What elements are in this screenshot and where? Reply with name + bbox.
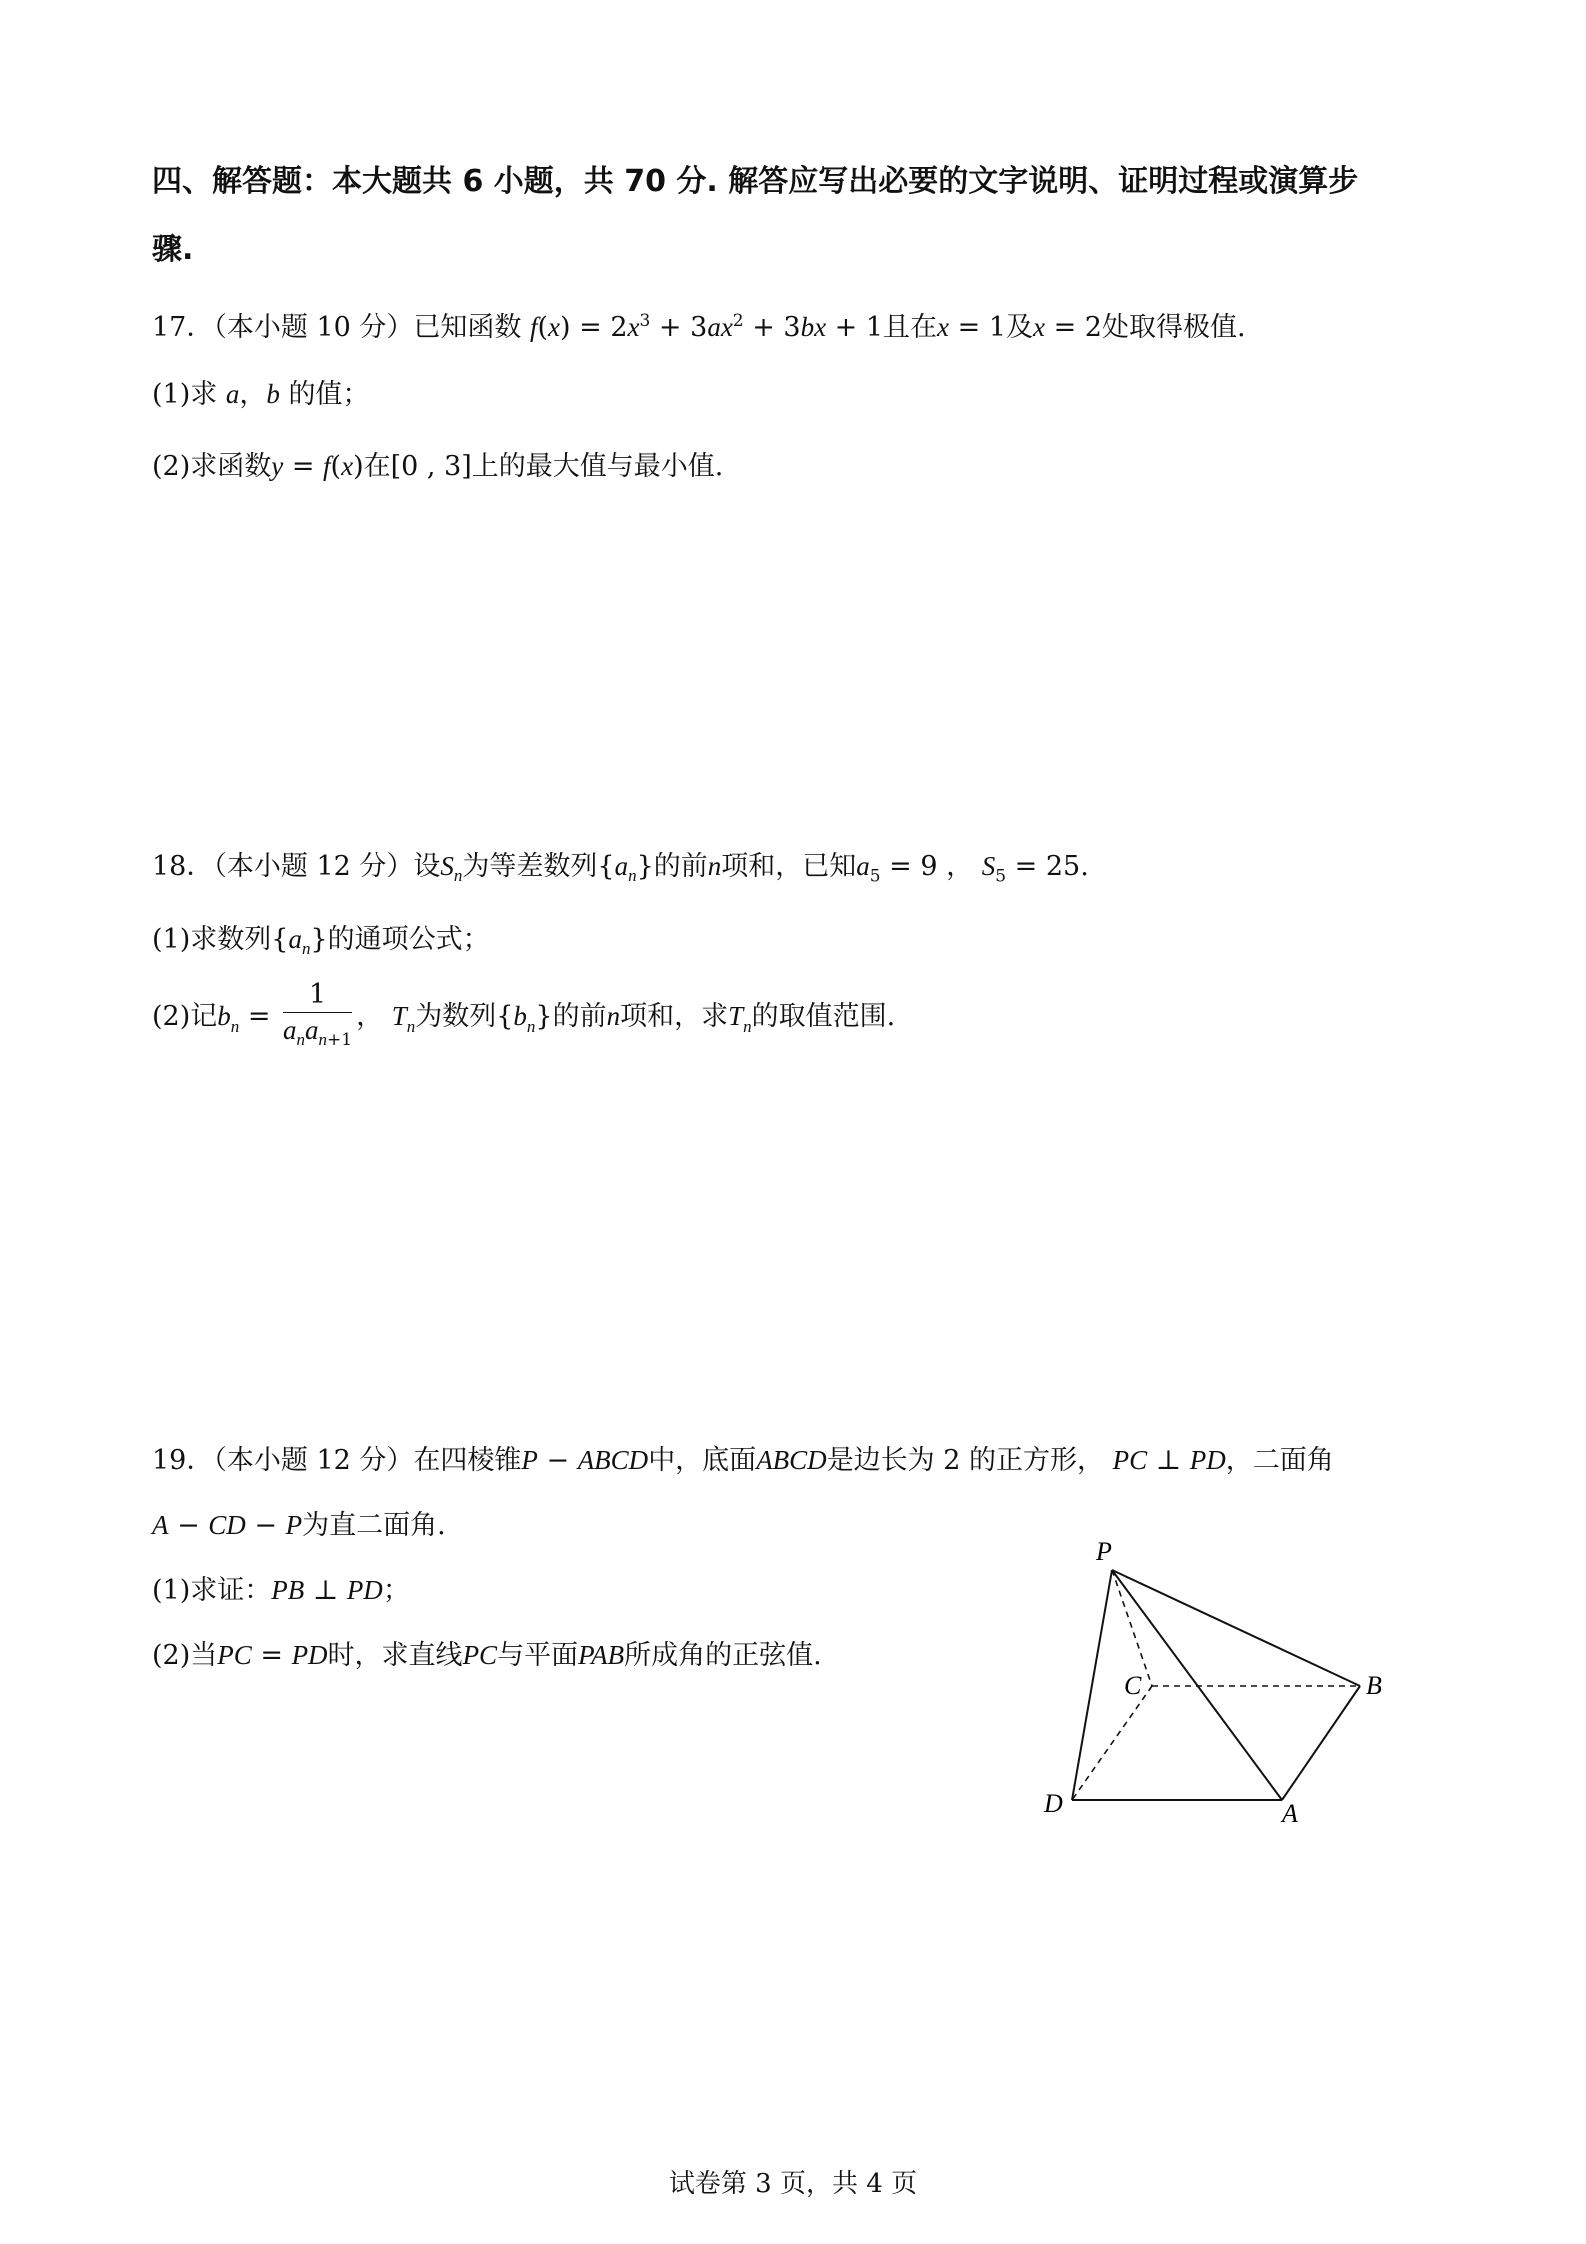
part-text: 求函数 (190, 451, 272, 482)
q19-points: （本小题 12 分） (213, 1445, 414, 1476)
edge-AB (1282, 1686, 1360, 1800)
edge-CD-hidden (1072, 1686, 1152, 1800)
vertex-label-B: B (1366, 1671, 1382, 1700)
vertex-label-A: A (1282, 1799, 1298, 1828)
edge-PD (1072, 1570, 1112, 1800)
page-footer: 试卷第 3 页，共 4 页 (668, 2169, 918, 2199)
part-text: 的取值范围. (751, 1001, 896, 1033)
q18-stem: 18．（本小题 12 分）设$S_n$为等差数列$\{a_n\}$的前n项和，已知$a_5 = 9$ ， $S_5 = 25$. (152, 851, 1089, 887)
q19-stem: 19．（本小题 12 分）在四棱锥P − ABCD中，底面ABCD是边长为 2 的正方形， PC ⊥ PD，二面角 (152, 1445, 1334, 1476)
part-text: 当 (190, 1640, 218, 1671)
edge-PB (1112, 1570, 1360, 1686)
part-text: 为数列 (415, 1001, 497, 1033)
q17-points: （本小题 10 分） (213, 312, 414, 343)
q18-stem-text: 项和，已知 (721, 851, 857, 882)
q17-part1: (1)求 a，b 的值； (152, 379, 370, 410)
q18-stem-text: . (1080, 851, 1089, 882)
part-text: 记 (190, 1001, 218, 1033)
part-text: 与平面 (497, 1640, 579, 1671)
q17-function: $f(x) = 2x^3 + 3ax^2 + 3bx + 1$ (529, 311, 884, 343)
part-label: (1) (152, 1575, 191, 1606)
part-text: 的通项公式； (327, 924, 490, 955)
part-text: ， (356, 1001, 384, 1033)
part-label: (2) (152, 451, 191, 482)
q18-stem-text: 为等差数列 (462, 851, 598, 882)
q18-stem-text: 的前 (653, 851, 708, 882)
pyramid-diagram (1030, 1530, 1410, 1830)
q17-number: 17． (152, 312, 214, 343)
part-label: (2) (152, 1640, 191, 1671)
vertex-label-P: P (1096, 1537, 1112, 1566)
part-text: 上的最大值与最小值. (471, 451, 724, 482)
part-text: 所成角的正弦值. (624, 1640, 822, 1671)
pyramid-figure (1030, 1530, 1410, 1830)
q19-dihedral: A − CD − P (152, 1510, 303, 1541)
q18-part1: (1)求数列$\{a_n\}$的通项公式； (152, 924, 490, 959)
q19-part1: (1)求证：PB ⊥ PD； (152, 1575, 410, 1606)
q17-stem (152, 303, 1246, 346)
part-label: (1) (152, 924, 191, 955)
section-title-line2: 骤. (152, 232, 194, 267)
q19-stem-line2 (152, 1507, 446, 1544)
q19-stem-text: ，二面角 (1225, 1445, 1334, 1476)
q17-stem-text: 处取得极值. (1101, 312, 1246, 343)
bn-fraction: $\frac{1}{a_na_{n+1}}$ (283, 979, 353, 1051)
q19-stem-text: 中，底面 (648, 1445, 757, 1476)
q19-stem-text: 是边长为 2 的正方形， (826, 1445, 1105, 1476)
part-text: 时，求直线 (327, 1640, 463, 1671)
vertex-label-D: D (1044, 1789, 1063, 1818)
part-text: 的前 (552, 1001, 607, 1033)
q19-stem-text: 为直二面角. (302, 1510, 446, 1541)
edge-PC-hidden (1112, 1570, 1152, 1686)
part-text: ； (382, 1575, 410, 1606)
q18-points: （本小题 12 分） (213, 851, 414, 882)
q17-stem-text: 及 (1006, 312, 1033, 343)
part-label: (1) (152, 379, 191, 410)
part-text: 求数列 (190, 924, 272, 955)
q17-stem-text: 已知函数 (413, 312, 522, 343)
q17-x1: x = 1 (937, 312, 1006, 343)
q17-part2: (2)求函数y = f(x)在[0 , 3]上的最大值与最小值. (152, 451, 724, 482)
vertex-label-C: C (1124, 1671, 1142, 1700)
q17-x2: x = 2 (1033, 312, 1102, 343)
q19-part2: (2)当PC = PD时，求直线PC与平面PAB所成角的正弦值. (152, 1640, 822, 1671)
q19-number: 19． (152, 1445, 214, 1476)
q18-part2: (2)记$b_n$ = $\frac{1}{a_na_{n+1}}$ ， $T_n$为数列$\{b_n\}$的前n项和，求$T_n$的取值范围. (152, 978, 895, 1063)
q18-number: 18． (152, 851, 214, 882)
part-text: 的值； (288, 379, 370, 410)
q18-stem-text: 设 (413, 851, 441, 882)
section-title-line1: 四、解答题：本大题共 6 小题，共 70 分. 解答应写出必要的文字说明、证明过程或演算步 (152, 164, 1359, 199)
q17-stem-text: 且在 (883, 312, 938, 343)
part-text: 求证： (190, 1575, 272, 1606)
part-text: 求 (190, 379, 218, 410)
part-label: (2) (152, 1001, 191, 1033)
part-text: 在 (363, 451, 391, 482)
q19-stem-text: 在四棱锥 (413, 1445, 522, 1476)
part-text: 项和，求 (620, 1001, 729, 1033)
